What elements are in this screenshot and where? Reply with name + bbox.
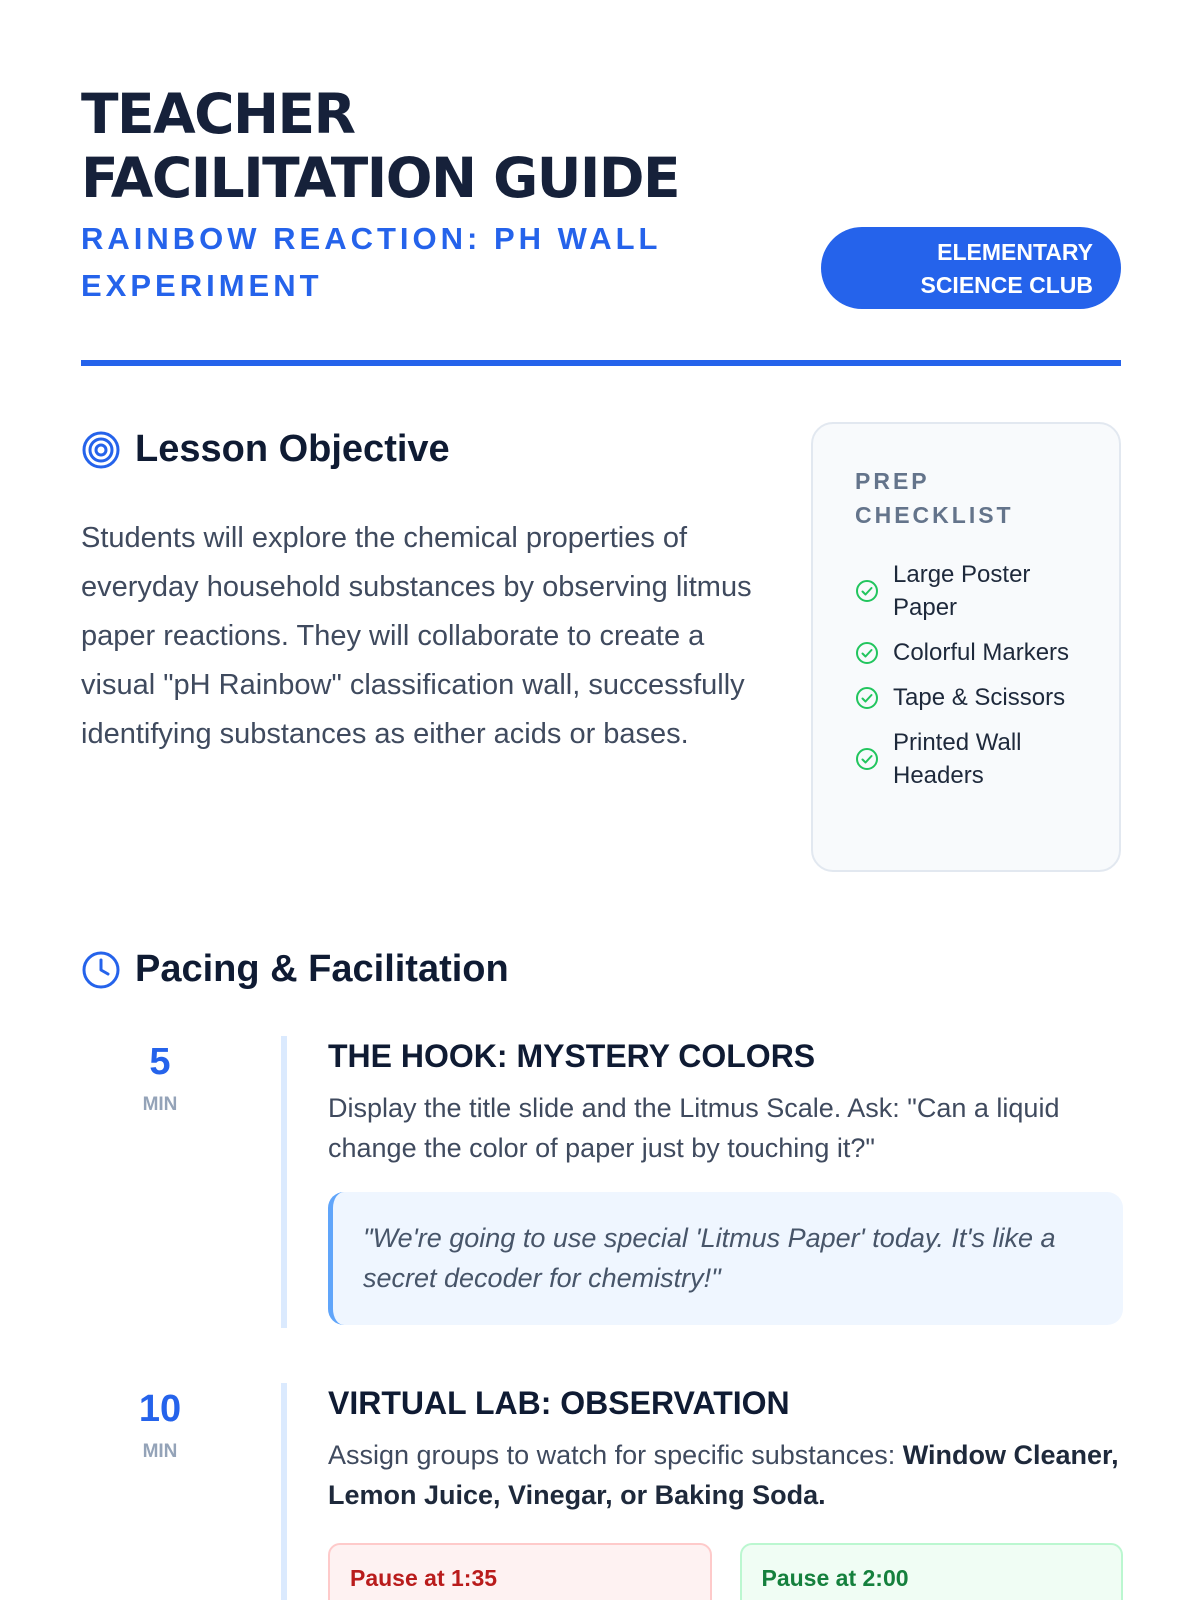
checklist-item-label: Large Poster Paper xyxy=(893,561,1031,621)
step-body xyxy=(328,1036,1123,1325)
pacing-heading xyxy=(81,948,509,991)
clock-icon xyxy=(81,950,121,990)
checklist-item-label: Tape & Scissors xyxy=(893,684,1066,711)
page-title xyxy=(81,82,679,210)
check-circle-icon xyxy=(855,641,879,665)
objective-text: Students will explore the chemical properties of everyday household substances by observing litmus paper reactions. They will collaborate to create a visual "pH Rainbow" classification wall, successfully identifying substances as either acids or bases. xyxy=(81,522,752,750)
checklist-item-label: Printed Wall Headers xyxy=(893,729,1022,789)
teacher-script-quote: "We're going to use special 'Litmus Paper' today. It's like a secret decoder for chemistry!" xyxy=(328,1192,1123,1325)
title-line-1: TEACHER xyxy=(81,82,355,146)
pacing-heading-label: Pacing & Facilitation xyxy=(135,948,509,990)
step-unit: MIN xyxy=(142,1094,178,1115)
pause-marker-base: Pause at 2:00 xyxy=(740,1543,1124,1600)
objective-heading-label: Lesson Objective xyxy=(135,428,450,470)
checklist-item xyxy=(855,726,1099,792)
checklist-item xyxy=(855,558,1099,624)
step-title: THE HOOK: MYSTERY COLORS xyxy=(328,1038,816,1074)
step-description-text: Assign groups to watch for specific substances: xyxy=(328,1440,903,1470)
pause-marker-acid: Pause at 1:35 xyxy=(328,1543,712,1600)
checklist-item xyxy=(855,681,1099,714)
checklist-title: PREP CHECKLIST xyxy=(855,468,1014,528)
audience-badge xyxy=(821,227,1121,309)
step-description xyxy=(328,1435,1123,1515)
step-duration xyxy=(120,1387,200,1463)
check-circle-icon xyxy=(855,747,879,771)
timeline-line xyxy=(281,1036,287,1328)
step-duration xyxy=(120,1040,200,1116)
check-circle-icon xyxy=(855,579,879,603)
step-title: VIRTUAL LAB: OBSERVATION xyxy=(328,1385,790,1421)
step-substances: Window Cleaner, Lemon Juice, Vinegar, or Baking Soda. xyxy=(328,1440,1119,1510)
pause-markers xyxy=(328,1543,1123,1600)
title-line-2: FACILITATION GUIDE xyxy=(81,146,680,210)
step-unit: MIN xyxy=(142,1441,178,1462)
check-circle-icon xyxy=(855,686,879,710)
target-icon xyxy=(81,430,121,470)
timeline-line xyxy=(281,1383,287,1600)
step-minutes: 5 xyxy=(149,1041,171,1083)
prep-checklist xyxy=(811,422,1121,872)
badge-line-2: SCIENCE CLUB xyxy=(920,272,1093,298)
step-description: Display the title slide and the Litmus Scale. Ask: "Can a liquid change the color of paper just by touching it?" xyxy=(328,1093,1060,1163)
step-minutes: 10 xyxy=(138,1388,182,1430)
page-subtitle: RAINBOW REACTION: PH WALL EXPERIMENT xyxy=(81,221,661,303)
checklist-item-label: Colorful Markers xyxy=(893,639,1070,666)
header-divider xyxy=(81,360,1121,366)
badge-line-1: ELEMENTARY xyxy=(937,239,1093,265)
step-body xyxy=(328,1383,1123,1600)
objective-heading xyxy=(81,428,450,471)
checklist-item xyxy=(855,636,1099,669)
